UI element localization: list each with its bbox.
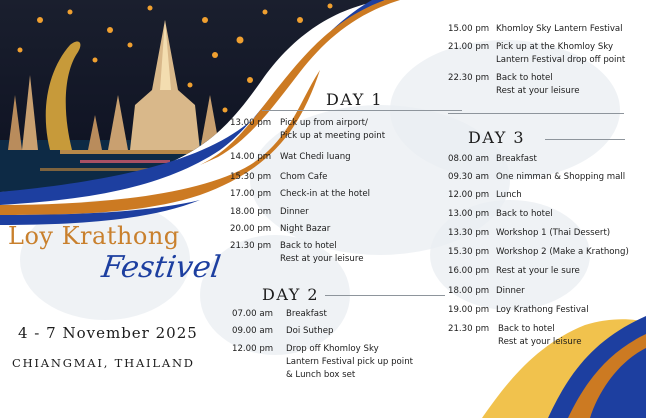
schedule-desc: Workshop 2 (Make a Krathong) xyxy=(496,247,629,257)
schedule-time: 09.00 am xyxy=(232,326,273,336)
schedule-desc: Drop off Khomloy Sky xyxy=(286,344,379,354)
schedule-desc: & Lunch box set xyxy=(286,370,356,380)
event-title-script: Festivel xyxy=(99,250,223,285)
schedule-desc: Breakfast xyxy=(286,309,327,319)
schedule-time: 17.00 pm xyxy=(230,189,272,199)
day2-heading: DAY 2 xyxy=(262,285,320,304)
schedule-time: 13.00 pm xyxy=(230,118,272,128)
schedule-desc: Wat Chedi luang xyxy=(280,152,351,162)
schedule-desc: Check-in at the hotel xyxy=(280,189,371,199)
schedule-desc: Lantern Festival drop off point xyxy=(496,55,626,65)
schedule-desc: Lunch xyxy=(496,190,522,200)
schedule-desc: Rest at your leisure xyxy=(496,86,580,96)
schedule-time: 07.00 am xyxy=(232,309,273,319)
schedule-time: 15.00 pm xyxy=(448,24,490,34)
schedule-desc: Back to hotel xyxy=(496,73,553,83)
schedule-time: 13.30 pm xyxy=(448,228,490,238)
schedule-desc: Dinner xyxy=(496,286,525,296)
schedule-desc: Rest at your leisure xyxy=(498,337,582,347)
schedule-desc: Pick up at meeting point xyxy=(280,131,386,141)
day3-divider xyxy=(545,139,625,140)
day3-heading: DAY 3 xyxy=(468,128,526,147)
event-title: Loy Krathong xyxy=(8,222,180,250)
day2-divider xyxy=(325,295,445,296)
schedule-time: 22.30 pm xyxy=(448,73,490,83)
schedule-desc: Back to hotel xyxy=(498,324,555,334)
schedule-time: 21.30 pm xyxy=(448,324,490,334)
schedule-desc: Breakfast xyxy=(496,154,537,164)
day1-divider xyxy=(262,110,462,111)
schedule-desc: Loy Krathong Festival xyxy=(496,305,589,315)
schedule-desc: One nimman & Shopping mall xyxy=(496,172,626,182)
schedule-time: 15.30 pm xyxy=(230,172,272,182)
schedule-time: 13.00 pm xyxy=(448,209,490,219)
schedule-desc: Chom Cafe xyxy=(280,172,328,182)
schedule-time: 18.00 pm xyxy=(230,207,272,217)
schedule-time: 21.30 pm xyxy=(230,241,272,251)
schedule-desc: Rest at your le sure xyxy=(496,266,580,276)
schedule-time: 19.00 pm xyxy=(448,305,490,315)
schedule-desc: Workshop 1 (Thai Dessert) xyxy=(496,228,611,238)
schedule-desc: Pick up at the Khomloy Sky xyxy=(496,42,614,52)
schedule-time: 18.00 pm xyxy=(448,286,490,296)
schedule-time: 12.00 pm xyxy=(232,344,274,354)
schedule-time: 21.00 pm xyxy=(448,42,490,52)
schedule-desc: Back to hotel xyxy=(496,209,553,219)
event-dates: 4 - 7 November 2025 xyxy=(18,324,198,342)
schedule-desc: Night Bazar xyxy=(280,224,331,234)
schedule-time: 16.00 pm xyxy=(448,266,490,276)
schedule-desc: Doi Suthep xyxy=(286,326,334,336)
schedule-time: 08.00 am xyxy=(448,154,489,164)
schedule-desc: Back to hotel xyxy=(280,241,337,251)
schedule-desc: Pick up from airport/ xyxy=(280,118,368,128)
event-location: CHIANGMAI, THAILAND xyxy=(12,356,195,370)
schedule-desc: Dinner xyxy=(280,207,309,217)
schedule-desc: Lantern Festival pick up point xyxy=(286,357,414,367)
schedule-time: 20.00 pm xyxy=(230,224,272,234)
schedule-time: 12.00 pm xyxy=(448,190,490,200)
schedule-desc: Rest at your leisure xyxy=(280,254,364,264)
day1-heading: DAY 1 xyxy=(326,90,384,109)
schedule-time: 14.00 pm xyxy=(230,152,272,162)
schedule-time: 09.30 am xyxy=(448,172,489,182)
day3-divider-top xyxy=(448,113,624,114)
schedule-desc: Khomloy Sky Lantern Festival xyxy=(496,24,623,34)
schedule-time: 15.30 pm xyxy=(448,247,490,257)
